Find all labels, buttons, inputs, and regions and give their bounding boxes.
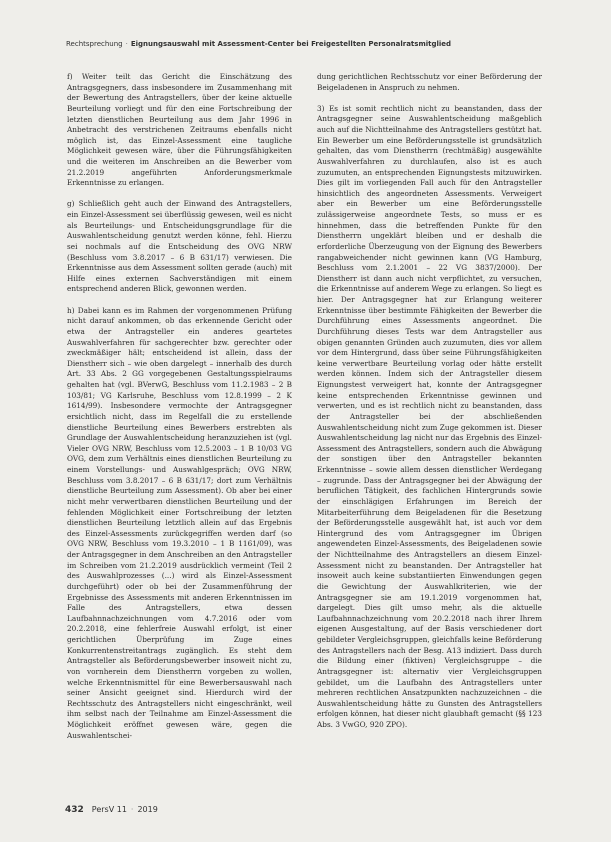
page-number: 432: [65, 805, 84, 815]
right-column: [317, 72, 542, 767]
paragraph-continuation: dung gerichtlichen Rechtsschutz vor einer Beförderung der Beigeladenen in Anspruch zu nehmen.: [317, 72, 542, 92]
left-column: [67, 72, 292, 767]
paragraph-3: 3) Es ist somit rechtlich nicht zu beanstanden, dass der Antragsgegner seine Auswahlentscheidung maßgeblich auch auf die Nichtteilnahme des Antragstellers gestützt hat. Ein Bewerber um eine Beförderungsstelle ist grundsätzlich gehalten, das vom Dienstherrn (rechtmäßig) ausgewählte Auswahlverfahren zu durchlaufen, also ist es auch zuzumuten, an entsprechenden Eignungstests mitzuwirken. Dies gilt im vorliegenden Fall auch für den Antragsteller hinsichtlich des angeordneten Assessments. Verweigert aber ein Bewerber um eine Beförderungsstelle zulässigerweise angeordnete Tests, so muss er es hinnehmen, dass die betreffenden Punkte für den Dienstherrn ungeklärt bleiben und er deshalb die erforderliche Überzeugung von der Eignung des Bewerbers rangabweichender nicht gewinnen kann (VG Hamburg, Beschluss vom 2.1.2001 – 22 VG 3837/2000). Der Dienstherr ist dann auch nicht verpflichtet, zu versuchen, die Erkenntnisse auf anderem Wege zu erlangen. So liegt es hier. Der Antragsgegner hat zur Erlangung weiterer Erkenntnisse über bestimmte Fähigkeiten der Bewerber die Durchführung eines Assessments angeordnet. Die Durchführung dieses Tests war dem Antragsteller aus obigen genannten Gründen auch zuzumuten, dies vor allem vor dem Hintergrund, dass über seine Führungsfähigkeiten keine verwertbare Beurteilung vorlag oder hätte erstellt werden können. Indem sich der Antragsteller diesem Eignungstest verweigert hat, konnte der Antragsgegner keine entsprechenden Erkenntnisse gewinnen und verwerten, und es ist rechtlich nicht zu beanstanden, dass der Antragsteller bei der abschließenden Auswahlentscheidung nicht zum Zuge gekommen ist. Dieser Auswahlentscheidung lag nicht nur das Ergebnis des Einzel-Assessment des Antragstellers, sondern auch die Abwägung der sonstigen über den Antragsteller bekannten Erkenntnisse – sowie allem dessen dienstlicher Werdegang – zugrunde. Dass der Antragsgegner bei der Abwägung der beruflichen Tätigkeit, des fachlichen Hintergrunds sowie der einschlägigen Erfahrungen im Bereich der Mitarbeiterführung dem Beigeladenen für die Besetzung der Beförderungsstelle ausgewählt hat, ist auch vor dem Hintergrund des vom Antragsgegner im Übrigen angewendeten Einzel-Assessments, des Beigeladenen sowie der Nichtteilnahme des Antragstellers an diesem Einzel-Assessment nicht zu beanstanden. Der Antragsteller hat insoweit auch keine substantiierten Einwendungen gegen die Gewichtung der Auswahlkriterien, wie der Antragsgegner sie am 19.1.2019 vorgenommen hat, dargelegt. Dies gilt umso mehr, als die aktuelle Laufbahnnachzeichnung vom 20.2.2018 nach ihrer Ihrem eigenen Ausgestaltung, auf der Basis verschiedener dort gebildeter Vergleichsgruppen, gleichfalls keine Beförderung des Antragstellers nach der Besg. A13 indiziert. Dass durch die Bildung einer (fiktiven) Vergleichsgruppe – die Antragsgegner ist: alternativ vier Vergleichsgruppen gebildet, um die Laufbahn des Antragstellers unter mehreren rechtlichen Ansatzpunkten nachzuzeichnen – die Auswahlentscheidung hätte zu Gunsten des Antragstellers erfolgen können, hat dieser nicht glaubhaft gemacht (§§ 123 Abs. 3 VwGO, 920 ZPO).: [317, 103, 542, 730]
paragraph-f: f) Weiter teilt das Gericht die Einschätzung des Antragsgegners, dass insbesondere im Zusammenhang mit der Bewertung des Antragstellers, über der keine aktuelle Beurteilung vorliegt und für den eine Fortschreibung der letzten dienstlichen Beurteilung aus dem Jahr 1996 in Anbetracht des verstrichenen Zeitraums ebenfalls nicht möglich ist, das Einzel-Assessment eine taugliche Möglichkeit gewesen wäre, über die Führungsfähigkeiten und die weiteren im Anschreiben an die Bewerber vom 21.2.2019 angeführten Anforderungsmerkmale Erkenntnisse zu erlangen.: [67, 72, 292, 188]
footer-separator: ·: [130, 805, 134, 814]
header-title: Eignungsauswahl mit Assessment-Center bei Freigestellten Personalratsmitglied: [130, 40, 452, 48]
paragraph-g: g) Schließlich geht auch der Einwand des Antragstellers, ein Einzel-Assessment sei überflüssig gewesen, weil es nicht als Beurteilungs- und Entscheidungsgrundlage für die Auswahlentscheidung genutzt werden könne, fehl. Hierzu sei nochmals auf die Entscheidung des OVG NRW (Beschluss vom 3.8.2017 – 6 B 631/17) verwiesen. Die Erkenntnisse aus dem Assessment sollten gerade (auch) mit Hilfe eines externen Sachverständigen mit einem entsprechend anderen Blick, gewonnen werden.: [67, 199, 292, 294]
paragraph-h: h) Dabei kann es im Rahmen der vorgenommenen Prüfung nicht darauf ankommen, ob das erkennende Gericht oder etwa der Antragsteller ein anderes geartetes Auswahlverfahren für sachgerechter bzw. gerechter oder zweckmäßiger hält; entscheidend ist allein, dass der Dienstherr sich – wie oben dargelegt – innerhalb des durch Art. 33 Abs. 2 GG vorgegebenen Gestaltungsspielraums gehalten hat (vgl. BVerwG, Beschluss vom 11.2.1983 – 2 B 103/81; VG Karlsruhe, Beschluss vom 12.8.1999 – 2 K 1614/99). Insbesondere vermochte der Antragsgegner ersichtlich nicht, dass im Regelfall die zu erstellende dienstliche Beurteilung eines Bewerbers erstrebten als Grundlage der Auswahlentscheidung heranzuziehen ist (vgl. Vieler OVG NRW, Beschluss vom 12.5.2003 – 1 B 10/03 VG OVG, dem zum Verhältnis eines dienstlichen Beurteilung zu einem Vorstellungs- und Auswahlgespräch; OVG NRW, Beschluss vom 3.8.2017 – 6 B 631/17; dort zum Verhältnis dienstliche Beurteilung zum Assessment). Ob aber bei einer nicht mehr verwertbaren dienstlichen Beurteilung und der fehlenden Möglichkeit einer Fortschreibung der letzten dienstlichen Beurteilung letztlich allein auf das Ergebnis des Einzel-Assessments zurückgegriffen werden darf (so OVG NRW, Beschluss vom 19.3.2010 – 1 B 1161/09), was der Antragsgegner in dem Anschreiben an den Antragsteller im Schreiben vom 21.2.2019 ausdrücklich vermeint (Teil 2 des Auswahlprozesses (...) wird als Einzel-Assessment durchgeführt) oder ob bei der Zusammenführung der Ergebnisse des Assessments mit anderen Erkenntnissen im Falle des Antragstellers, etwa dessen Laufbahnnachzeichnungen vom 4.7.2016 oder vom 20.2.2018, eine fehlerfreie Auswahl erfolgt, ist einer gerichtlichen Überprüfung im Zuge eines Konkurrentenstreitantrags zugänglich. Es steht dem Antragsteller als Beförderungsbewerber insoweit nicht zu, von vornherein dem Dienstherrn vorgeben zu wollen, welche Erkenntnismittel für eine Bewerbersauswahl nach seiner Ansicht geeignet sind. Hierdurch wird der Rechtsschutz des Antragstellers nicht eingeschränkt, weil ihm selbst nach der Teilnahme am Einzel-Assessment die Möglichkeit eröffnet gewesen wäre, gegen die Auswahlentschei-: [67, 305, 292, 740]
running-header: [66, 40, 566, 48]
header-separator: ·: [125, 40, 128, 48]
journal-name: PersV 11: [91, 805, 127, 814]
header-section: Rechtsprechung: [66, 40, 123, 48]
page-footer: [65, 805, 265, 815]
journal-year: 2019: [137, 805, 158, 814]
